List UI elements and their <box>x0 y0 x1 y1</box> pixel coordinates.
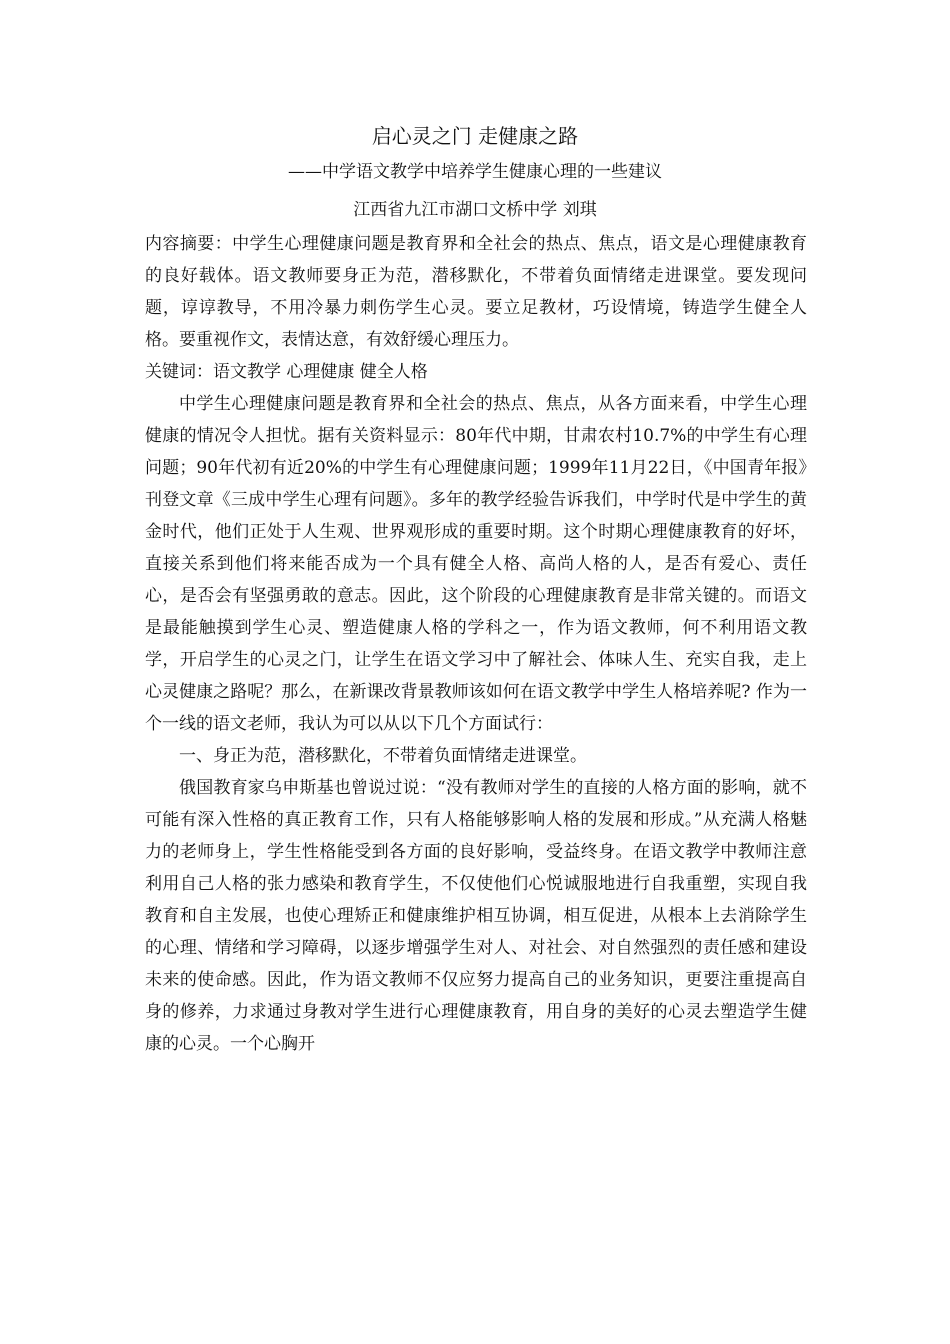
abstract-paragraph: 内容摘要：中学生心理健康问题是教育界和全社会的热点、焦点，语文是心理健康教育的良好载体。语文教师要身正为范，潜移默化，不带着负面情绪走进课堂。要发现问题，谆谆教导，不用冷暴力刺伤学生心灵。要立足教材，巧设情境，铸造学生健全人格。要重视作文，表情达意，有效舒缓心理压力。 <box>145 234 807 350</box>
body-paragraph-intro: 中学生心理健康问题是教育界和全社会的热点、焦点，从各方面来看，中学生心理健康的情况令人担忧。据有关资料显示：80年代中期，甘肃农村10.7%的中学生有心理问题；90年代初有近20%的中学生有心理健康问题；1999年11月22日，《中国青年报》刊登文章《三成中学生心理有问题》。多年的教学经验告诉我们，中学时代是中学生的黄金时代，他们正处于人生观、世界观形成的重要时期。这个时期心理健康教育的好坏，直接关系到他们将来能否成为一个具有健全人格、高尚人格的人，是否有爱心、责任心，是否会有坚强勇敢的意志。因此，这个阶段的心理健康教育是非常关键的。而语文是最能触摸到学生心灵、塑造健康人格的学科之一，作为语文教师，何不利用语文教学，开启学生的心灵之门，让学生在语文学习中了解社会、体味人生、充实自我，走上心灵健康之路呢？那么，在新课改背景教师该如何在语文教学中学生人格培养呢? 作为一个一线的语文老师，我认为可以从以下几个方面试行： <box>145 394 807 734</box>
document-body <box>145 228 807 1060</box>
author-line: 江西省九江市湖口文桥中学 刘琪 <box>353 200 597 220</box>
keywords-line: 关键词：语文教学 心理健康 健全人格 <box>145 362 428 382</box>
document-subtitle: ——中学语文教学中培养学生健康心理的一些建议 <box>288 162 662 182</box>
document-title: 启心灵之门 走健康之路 <box>371 124 579 148</box>
body-paragraph-section-1: 俄国教育家乌申斯基也曾说过说：“没有教师对学生的直接的人格方面的影响，就不可能有深入性格的真正教育工作，只有人格能够影响人格的发展和形成。”从充满人格魅力的老师身上，学生性格能受到各方面的良好影响，受益终身。在语文教学中教师注意利用自己人格的张力感染和教育学生，不仅使他们心悦诚服地进行自我重塑，实现自我教育和自主发展，也使心理矫正和健康维护相互协调，相互促进，从根本上去消除学生的心理、情绪和学习障碍，以逐步增强学生对人、对社会、对自然强烈的责任感和建设未来的使命感。因此，作为语文教师不仅应努力提高自己的业务知识，更要注重提高自身的修养，力求通过身教对学生进行心理健康教育，用自身的美好的心灵去塑造学生健康的心灵。一个心胸开 <box>145 778 807 1054</box>
section-heading-1: 一、身正为范，潜移默化，不带着负面情绪走进课堂。 <box>179 746 587 766</box>
